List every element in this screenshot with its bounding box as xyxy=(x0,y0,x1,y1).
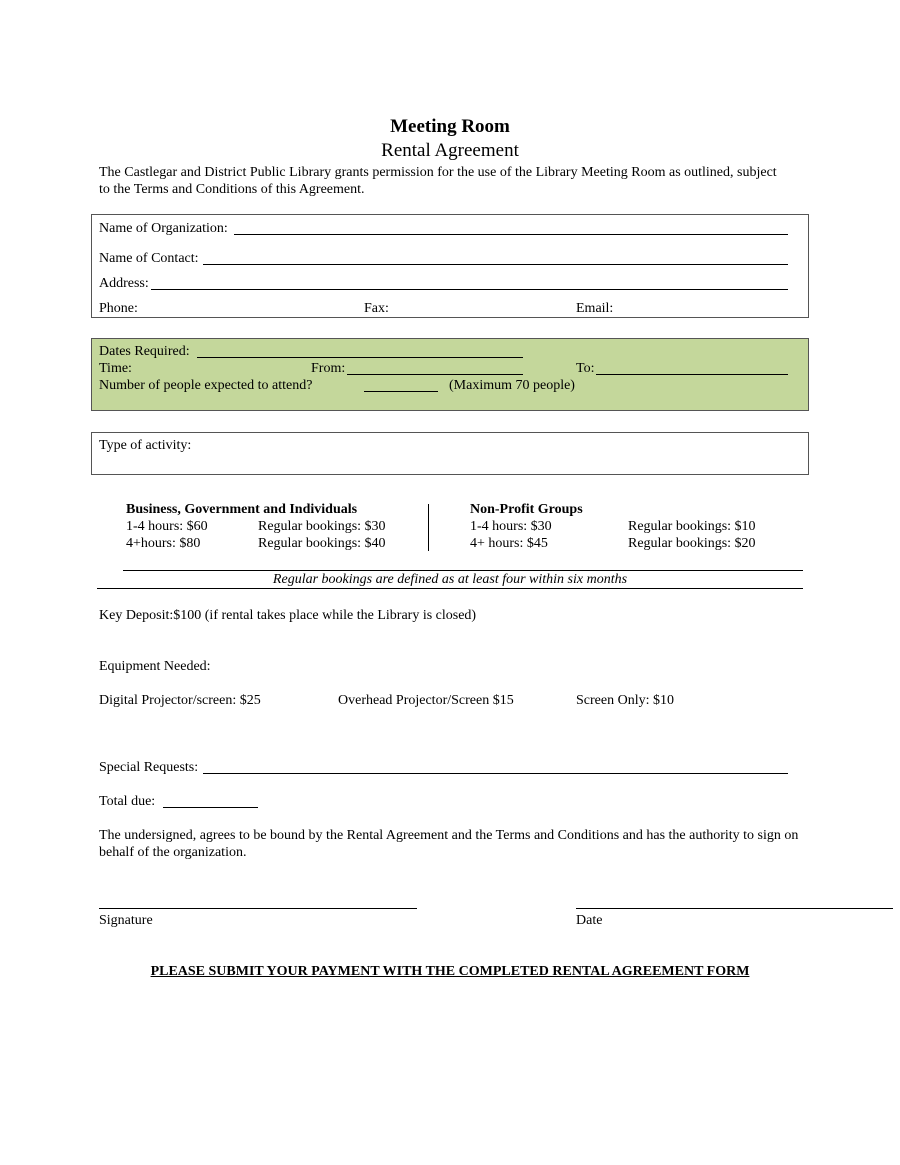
business-rates-heading: Business, Government and Individuals xyxy=(126,502,358,517)
special-requests-label: Special Requests: xyxy=(99,760,199,775)
from-field[interactable] xyxy=(347,374,523,375)
signature-label: Signature xyxy=(99,913,153,928)
fax-label: Fax: xyxy=(364,301,389,316)
equipment-label: Equipment Needed: xyxy=(99,659,211,674)
business-regular-2: Regular bookings: $40 xyxy=(258,536,386,551)
organization-label: Name of Organization: xyxy=(99,221,228,236)
signature-field[interactable] xyxy=(99,908,417,909)
business-rate-1-4: 1-4 hours: $60 xyxy=(126,519,208,534)
dates-label: Dates Required: xyxy=(99,344,190,359)
time-label: Time: xyxy=(99,361,132,376)
total-due-label: Total due: xyxy=(99,794,156,809)
max-people-note: (Maximum 70 people) xyxy=(449,378,575,393)
nonprofit-regular-1: Regular bookings: $10 xyxy=(628,519,756,534)
special-requests-field[interactable] xyxy=(203,773,788,774)
people-field[interactable] xyxy=(364,391,438,392)
digital-projector-option: Digital Projector/screen: $25 xyxy=(99,693,261,708)
from-label: From: xyxy=(311,361,346,376)
key-deposit-text: Key Deposit:$100 (if rental takes place while the Library is closed) xyxy=(99,608,477,623)
nonprofit-regular-2: Regular bookings: $20 xyxy=(628,536,756,551)
page-title: Meeting Room xyxy=(390,116,510,137)
total-due-field[interactable] xyxy=(163,807,258,808)
payment-notice: PLEASE SUBMIT YOUR PAYMENT WITH THE COMPLETED RENTAL AGREEMENT FORM xyxy=(150,964,750,979)
nonprofit-rate-1-4: 1-4 hours: $30 xyxy=(470,519,552,534)
date-label: Date xyxy=(576,913,603,928)
activity-label: Type of activity: xyxy=(99,438,192,453)
business-rate-4plus: 4+hours: $80 xyxy=(126,536,201,551)
to-field[interactable] xyxy=(596,374,788,375)
intro-paragraph: The Castlegar and District Public Library grants permission for the use of the Library Meeting Room as outlined, subject to the Terms and Conditions of this Agreement. xyxy=(99,165,777,197)
address-label: Address: xyxy=(99,276,149,291)
phone-label: Phone: xyxy=(99,301,138,316)
agreement-paragraph: The undersigned, agrees to be bound by the Rental Agreement and the Terms and Conditions and has the authority to sign on behalf of the organization. xyxy=(99,828,799,860)
dates-field[interactable] xyxy=(197,357,523,358)
nonprofit-rates-heading: Non-Profit Groups xyxy=(470,502,583,517)
regular-bookings-note: Regular bookings are defined as at least four within six months xyxy=(272,572,628,587)
activity-section xyxy=(91,432,809,475)
email-label: Email: xyxy=(576,301,614,316)
date-field[interactable] xyxy=(576,908,893,909)
organization-field[interactable] xyxy=(234,234,788,235)
page-subtitle: Rental Agreement xyxy=(381,140,519,161)
screen-only-option: Screen Only: $10 xyxy=(576,693,674,708)
overhead-projector-option: Overhead Projector/Screen $15 xyxy=(338,693,514,708)
people-label: Number of people expected to attend? xyxy=(99,378,313,393)
rates-note-bottom-rule xyxy=(97,588,803,589)
business-regular-1: Regular bookings: $30 xyxy=(258,519,386,534)
to-label: To: xyxy=(576,361,595,376)
nonprofit-rate-4plus: 4+ hours: $45 xyxy=(470,536,548,551)
contact-name-label: Name of Contact: xyxy=(99,251,199,266)
contact-name-field[interactable] xyxy=(203,264,788,265)
rates-divider xyxy=(428,504,429,551)
address-field[interactable] xyxy=(151,289,788,290)
